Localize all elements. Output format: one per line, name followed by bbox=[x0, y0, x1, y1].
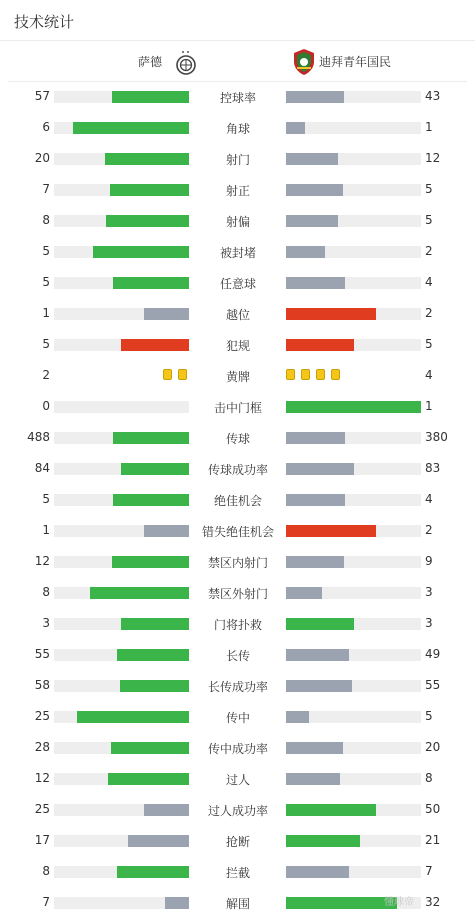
away-bar-fill bbox=[286, 618, 354, 630]
away-value: 49 bbox=[425, 647, 441, 661]
stat-label: 射偏 bbox=[225, 215, 250, 229]
stat-label: 任意球 bbox=[219, 277, 256, 291]
away-value: 83 bbox=[425, 461, 441, 475]
away-bar-fill bbox=[286, 649, 349, 661]
stat-label: 射正 bbox=[225, 184, 250, 198]
home-value: 84 bbox=[34, 461, 50, 475]
home-bar-track bbox=[54, 897, 189, 909]
home-value: 6 bbox=[42, 120, 50, 134]
away-value: 3 bbox=[425, 585, 433, 599]
away-bar-fill bbox=[286, 277, 345, 289]
stat-label: 角球 bbox=[225, 122, 250, 136]
home-bar-track bbox=[54, 649, 189, 661]
home-bar-fill bbox=[90, 587, 189, 599]
stat-row bbox=[0, 676, 475, 696]
away-value: 2 bbox=[425, 244, 433, 258]
home-bar-fill bbox=[105, 153, 189, 165]
away-value: 12 bbox=[425, 151, 441, 165]
away-bar-track bbox=[286, 463, 421, 475]
home-value: 5 bbox=[42, 275, 50, 289]
home-value: 8 bbox=[42, 864, 50, 878]
home-bar-fill bbox=[111, 742, 189, 754]
home-bar-track bbox=[54, 308, 189, 320]
away-value: 9 bbox=[425, 554, 433, 568]
stat-row bbox=[0, 459, 475, 479]
home-value: 1 bbox=[42, 523, 50, 537]
away-bar-track bbox=[286, 122, 421, 134]
home-bar-track bbox=[54, 866, 189, 878]
home-bar-track bbox=[54, 711, 189, 723]
stat-label: 解围 bbox=[225, 897, 250, 911]
stat-row bbox=[0, 583, 475, 603]
away-value: 21 bbox=[425, 833, 441, 847]
stat-label: 抢断 bbox=[225, 835, 250, 849]
home-bar-fill bbox=[112, 91, 189, 103]
stat-label: 过人 bbox=[225, 773, 250, 787]
home-value: 55 bbox=[34, 647, 50, 661]
yellow-card-icon bbox=[316, 369, 325, 380]
away-bar-track bbox=[286, 556, 421, 568]
stat-label: 门将扑救 bbox=[213, 618, 262, 632]
away-bar-fill bbox=[286, 308, 376, 320]
away-bar-fill bbox=[286, 711, 309, 723]
away-bar-fill bbox=[286, 432, 345, 444]
home-bar-track bbox=[54, 153, 189, 165]
home-bar-track bbox=[54, 587, 189, 599]
header-bar bbox=[0, 0, 475, 41]
stat-label: 禁区内射门 bbox=[207, 556, 268, 570]
home-bar-track bbox=[54, 556, 189, 568]
home-bar-track bbox=[54, 494, 189, 506]
away-value: 43 bbox=[425, 89, 441, 103]
away-value: 5 bbox=[425, 213, 433, 227]
home-value: 1 bbox=[42, 306, 50, 320]
home-bar-fill bbox=[117, 649, 189, 661]
away-bar-fill bbox=[286, 804, 376, 816]
stat-label: 黄牌 bbox=[225, 370, 250, 384]
away-bar-track bbox=[286, 866, 421, 878]
away-bar-fill bbox=[286, 897, 397, 909]
home-value: 0 bbox=[42, 399, 50, 413]
home-bar-track bbox=[54, 215, 189, 227]
home-value: 12 bbox=[34, 554, 50, 568]
stat-row bbox=[0, 614, 475, 634]
stat-row bbox=[0, 645, 475, 665]
away-value: 7 bbox=[425, 864, 433, 878]
away-value: 8 bbox=[425, 771, 433, 785]
home-bar-fill bbox=[108, 773, 189, 785]
stat-row bbox=[0, 428, 475, 448]
away-bar-fill bbox=[286, 835, 360, 847]
home-bar-track bbox=[54, 184, 189, 196]
stat-row bbox=[0, 366, 475, 386]
stat-row bbox=[0, 552, 475, 572]
yellow-card-icon bbox=[331, 369, 340, 380]
away-value: 50 bbox=[425, 802, 441, 816]
stat-label: 越位 bbox=[225, 308, 250, 322]
away-bar-track bbox=[286, 308, 421, 320]
home-team-logo-icon[interactable] bbox=[176, 50, 196, 80]
stat-label: 传球成功率 bbox=[207, 463, 268, 477]
home-value: 8 bbox=[42, 213, 50, 227]
away-bar-fill bbox=[286, 866, 349, 878]
home-bar-fill bbox=[144, 308, 189, 320]
away-bar-track bbox=[286, 401, 421, 413]
yellow-card-icon bbox=[286, 369, 295, 380]
home-value: 12 bbox=[34, 771, 50, 785]
away-bar-track bbox=[286, 277, 421, 289]
away-bar-fill bbox=[286, 463, 354, 475]
away-bar-track bbox=[286, 835, 421, 847]
home-bar-fill bbox=[144, 525, 189, 537]
home-bar-fill bbox=[77, 711, 189, 723]
stat-row bbox=[0, 87, 475, 107]
away-bar-track bbox=[286, 773, 421, 785]
away-bar-fill bbox=[286, 153, 338, 165]
home-bar-fill bbox=[110, 184, 189, 196]
home-bar-fill bbox=[128, 835, 189, 847]
stat-label: 击中门框 bbox=[213, 401, 262, 415]
away-bar-track bbox=[286, 711, 421, 723]
home-value: 28 bbox=[34, 740, 50, 754]
stat-label: 过人成功率 bbox=[207, 804, 268, 818]
page-title: 技术统计 bbox=[14, 13, 75, 31]
away-bar-track bbox=[286, 246, 421, 258]
away-bar-track bbox=[286, 153, 421, 165]
home-bar-track bbox=[54, 618, 189, 630]
home-bar-track bbox=[54, 91, 189, 103]
away-bar-fill bbox=[286, 246, 325, 258]
home-value: 20 bbox=[34, 151, 50, 165]
away-bar-track bbox=[286, 91, 421, 103]
home-bar-fill bbox=[165, 897, 189, 909]
away-bar-fill bbox=[286, 587, 322, 599]
home-bar-track bbox=[54, 680, 189, 692]
stat-label: 绝佳机会 bbox=[213, 494, 262, 508]
yellow-card-icon bbox=[163, 369, 172, 380]
home-bar-track bbox=[54, 773, 189, 785]
stat-label: 控球率 bbox=[219, 91, 256, 105]
home-bar-track bbox=[54, 835, 189, 847]
home-bar-fill bbox=[73, 122, 189, 134]
stat-row bbox=[0, 304, 475, 324]
away-bar-fill bbox=[286, 122, 305, 134]
stat-label: 传球 bbox=[225, 432, 250, 446]
home-value: 3 bbox=[42, 616, 50, 630]
away-bar-fill bbox=[286, 339, 354, 351]
away-value: 5 bbox=[425, 182, 433, 196]
home-bar-track bbox=[54, 246, 189, 258]
home-value: 8 bbox=[42, 585, 50, 599]
stat-label: 射门 bbox=[225, 153, 250, 167]
yellow-card-icon bbox=[301, 369, 310, 380]
away-bar-fill bbox=[286, 91, 344, 103]
away-bar-fill bbox=[286, 494, 345, 506]
away-bar-fill bbox=[286, 773, 340, 785]
stat-label: 禁区外射门 bbox=[207, 587, 268, 601]
away-value: 32 bbox=[425, 895, 441, 909]
stat-label: 传中成功率 bbox=[207, 742, 268, 756]
stat-label: 错失绝佳机会 bbox=[201, 525, 274, 539]
home-bar-track bbox=[54, 339, 189, 351]
watermark: 懂球帝 bbox=[384, 897, 414, 908]
home-value: 57 bbox=[34, 89, 50, 103]
home-bar-fill bbox=[121, 463, 189, 475]
home-value: 7 bbox=[42, 895, 50, 909]
away-team-name[interactable]: 迪拜青年国民 bbox=[319, 55, 392, 69]
home-value: 488 bbox=[27, 430, 50, 444]
home-bar-track bbox=[54, 525, 189, 537]
away-value: 5 bbox=[425, 337, 433, 351]
away-value: 4 bbox=[425, 492, 433, 506]
away-bar-fill bbox=[286, 680, 352, 692]
away-value: 1 bbox=[425, 399, 433, 413]
teams-row bbox=[8, 41, 467, 82]
away-bar-track bbox=[286, 339, 421, 351]
home-bar-fill bbox=[117, 866, 189, 878]
stat-row bbox=[0, 490, 475, 510]
home-bar-fill bbox=[113, 432, 189, 444]
home-bar-fill bbox=[93, 246, 189, 258]
home-bar-track bbox=[54, 804, 189, 816]
away-bar-fill bbox=[286, 401, 421, 413]
stat-row bbox=[0, 769, 475, 789]
away-value: 3 bbox=[425, 616, 433, 630]
away-value: 4 bbox=[425, 368, 433, 382]
away-value: 380 bbox=[425, 430, 448, 444]
away-bar-fill bbox=[286, 525, 376, 537]
stat-row bbox=[0, 862, 475, 882]
stat-label: 犯规 bbox=[225, 339, 250, 353]
home-bar-fill bbox=[144, 804, 189, 816]
stat-row bbox=[0, 738, 475, 758]
away-value: 55 bbox=[425, 678, 441, 692]
away-bar-track bbox=[286, 742, 421, 754]
home-bar-fill bbox=[106, 215, 189, 227]
stat-row bbox=[0, 149, 475, 169]
home-bar-track bbox=[54, 277, 189, 289]
home-value: 25 bbox=[34, 709, 50, 723]
home-value: 25 bbox=[34, 802, 50, 816]
yellow-card-icon bbox=[178, 369, 187, 380]
home-bar-track bbox=[54, 401, 189, 413]
stat-label: 长传 bbox=[225, 649, 250, 663]
away-value: 4 bbox=[425, 275, 433, 289]
stat-label: 传中 bbox=[225, 711, 250, 725]
stat-row bbox=[0, 211, 475, 231]
home-bar-track bbox=[54, 463, 189, 475]
home-value: 5 bbox=[42, 492, 50, 506]
stat-row bbox=[0, 118, 475, 138]
stat-row bbox=[0, 521, 475, 541]
stat-row bbox=[0, 800, 475, 820]
away-bar-track bbox=[286, 525, 421, 537]
home-value: 58 bbox=[34, 678, 50, 692]
stat-label: 拦截 bbox=[225, 866, 250, 880]
home-team-name[interactable]: 萨德 bbox=[138, 55, 163, 69]
home-value: 2 bbox=[42, 368, 50, 382]
away-bar-track bbox=[286, 215, 421, 227]
stat-row bbox=[0, 180, 475, 200]
away-bar-track bbox=[286, 804, 421, 816]
stat-row bbox=[0, 242, 475, 262]
away-bar-fill bbox=[286, 556, 344, 568]
home-bar-fill bbox=[113, 494, 189, 506]
home-value: 17 bbox=[34, 833, 50, 847]
away-bar-track bbox=[286, 432, 421, 444]
home-bar-track bbox=[54, 432, 189, 444]
stat-row bbox=[0, 831, 475, 851]
away-bar-fill bbox=[286, 184, 343, 196]
away-value: 1 bbox=[425, 120, 433, 134]
away-value: 5 bbox=[425, 709, 433, 723]
home-bar-track bbox=[54, 122, 189, 134]
home-value: 7 bbox=[42, 182, 50, 196]
home-bar-fill bbox=[121, 618, 189, 630]
stat-row bbox=[0, 397, 475, 417]
stat-row bbox=[0, 335, 475, 355]
stat-label: 长传成功率 bbox=[207, 680, 268, 694]
away-value: 20 bbox=[425, 740, 441, 754]
stat-row bbox=[0, 273, 475, 293]
away-value: 2 bbox=[425, 306, 433, 320]
stat-row bbox=[0, 707, 475, 727]
home-bar-fill bbox=[121, 339, 189, 351]
away-bar-track bbox=[286, 494, 421, 506]
away-team-logo-icon[interactable] bbox=[292, 48, 316, 80]
away-bar-track bbox=[286, 649, 421, 661]
away-bar-track bbox=[286, 587, 421, 599]
home-value: 5 bbox=[42, 337, 50, 351]
home-bar-fill bbox=[113, 277, 189, 289]
away-bar-fill bbox=[286, 215, 338, 227]
away-bar-track bbox=[286, 184, 421, 196]
home-bar-fill bbox=[120, 680, 189, 692]
stat-label: 被封堵 bbox=[219, 246, 256, 260]
home-bar-track bbox=[54, 742, 189, 754]
away-bar-track bbox=[286, 618, 421, 630]
away-bar-fill bbox=[286, 742, 343, 754]
away-bar-track bbox=[286, 680, 421, 692]
home-bar-fill bbox=[112, 556, 189, 568]
away-value: 2 bbox=[425, 523, 433, 537]
home-value: 5 bbox=[42, 244, 50, 258]
